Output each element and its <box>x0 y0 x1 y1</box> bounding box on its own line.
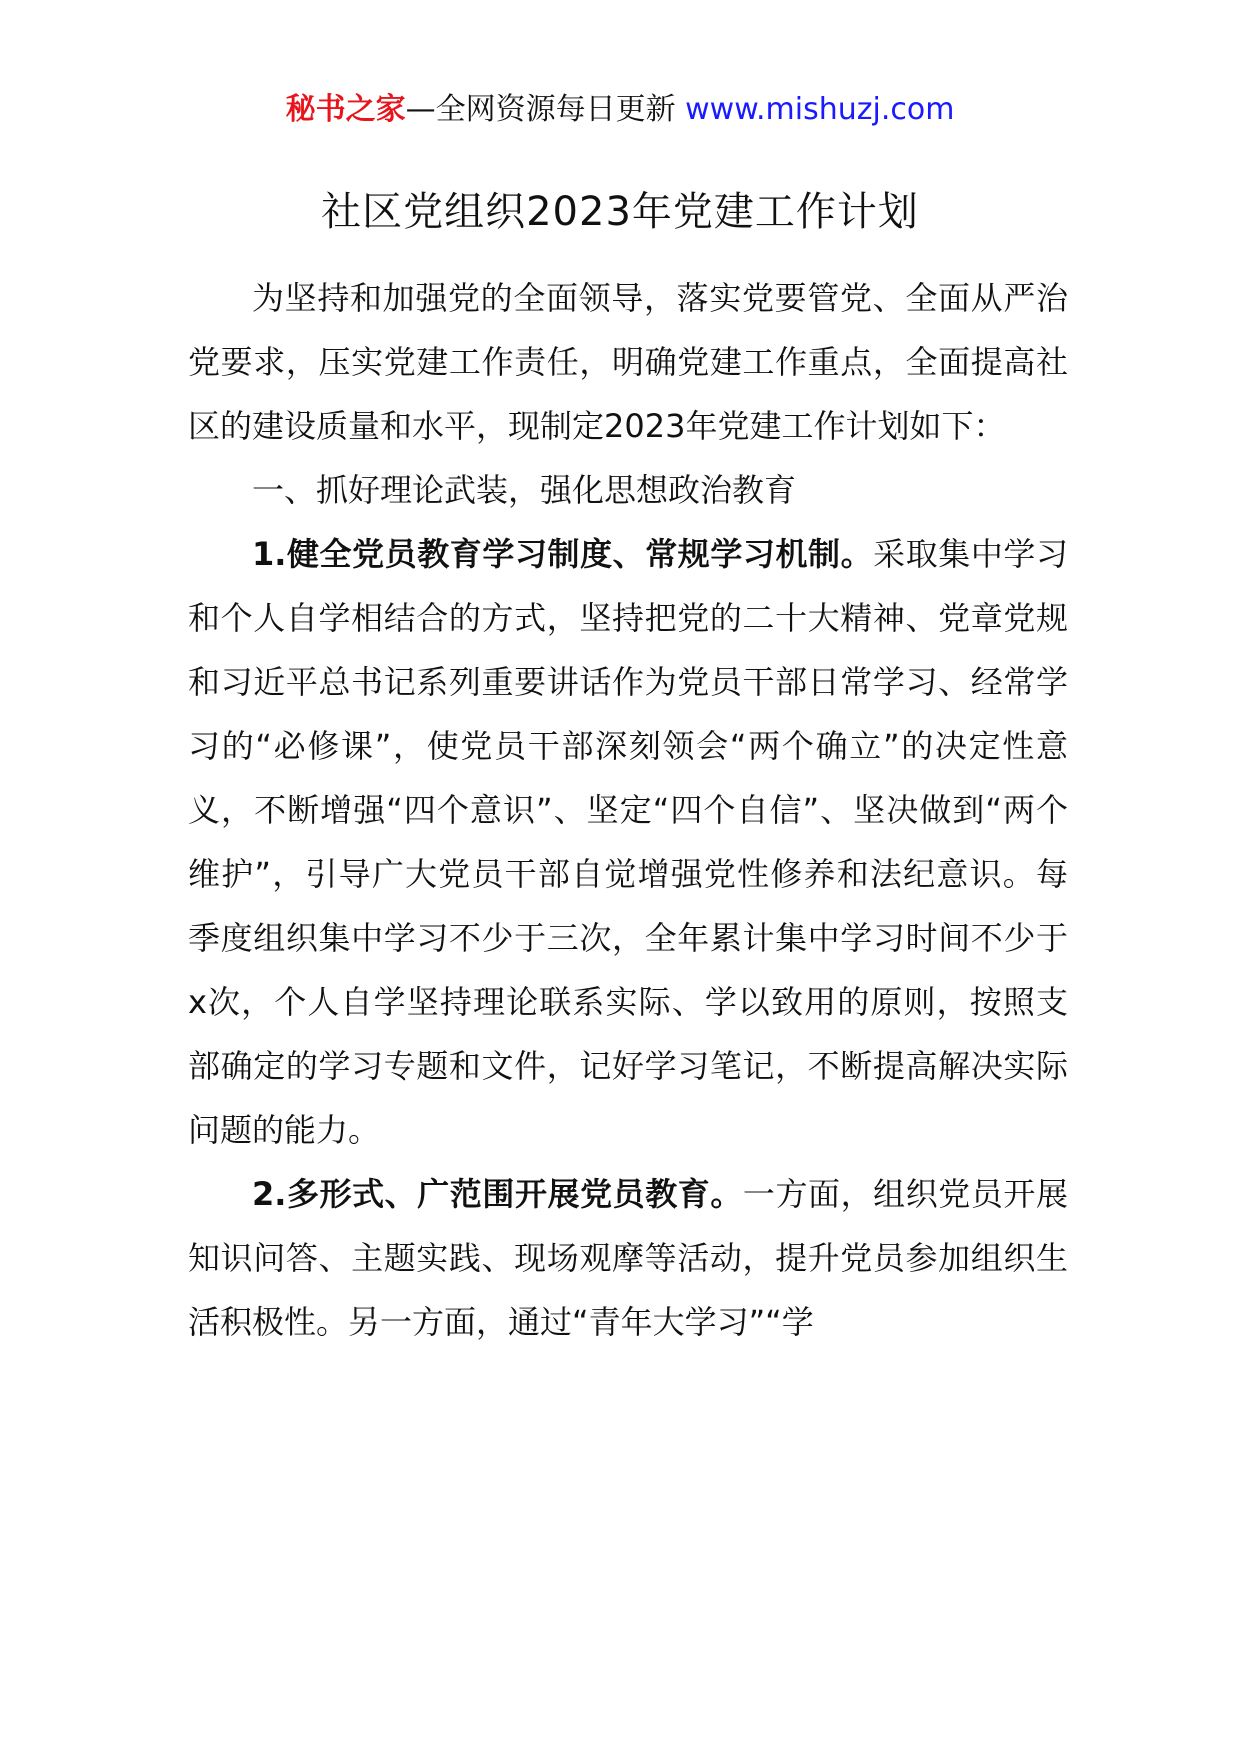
header-slogan: —全网资源每日更新 <box>405 92 686 127</box>
paragraph-item-1 <box>188 522 1068 1162</box>
paragraph-intro <box>188 266 1068 458</box>
paragraph-text: 一方面，组织党员开展知识问答、主题实践、现场观摩等活动，提升党员参加组织生活积极性。另一方面，通过“青年大学习”“学 <box>188 1175 1068 1341</box>
paragraph-text: 为坚持和加强党的全面领导，落实党要管党、全面从严治党要求，压实党建工作责任，明确党建工作重点，全面提高社区的建设质量和水平，现制定2023年党建工作计划如下： <box>188 279 1068 445</box>
document-title: 社区党组织2023年党建工作计划 <box>321 189 919 235</box>
site-header <box>0 88 1240 132</box>
document-body <box>188 266 1068 1354</box>
brand-name: 秘书之家 <box>285 92 406 127</box>
paragraph-text: 一、抓好理论武装，强化思想政治教育 <box>252 471 797 509</box>
section-heading-1 <box>188 458 1068 522</box>
paragraph-lead: 1.健全党员教育学习制度、常规学习机制。 <box>252 535 874 573</box>
header-url-link[interactable]: www.mishuzj.com <box>685 92 955 127</box>
paragraph-text: 采取集中学习和个人自学相结合的方式，坚持把党的二十大精神、党章党规和习近平总书记系列重要讲话作为党员干部日常学习、经常学习的“必修课”，使党员干部深刻领会“两个确立”的决定性意义，不断增强“四个意识”、坚定“四个自信”、坚决做到“两个维护”，引导广大党员干部自觉增强党性修养和法纪意识。每季度组织集中学习不少于三次，全年累计集中学习时间不少于x次，个人自学坚持理论联系实际、学以致用的原则，按照支部确定的学习专题和文件，记好学习笔记，不断提高解决实际问题的能力。 <box>188 535 1068 1149</box>
paragraph-lead: 2.多形式、广范围开展党员教育。 <box>252 1175 743 1213</box>
paragraph-item-2 <box>188 1162 1068 1354</box>
